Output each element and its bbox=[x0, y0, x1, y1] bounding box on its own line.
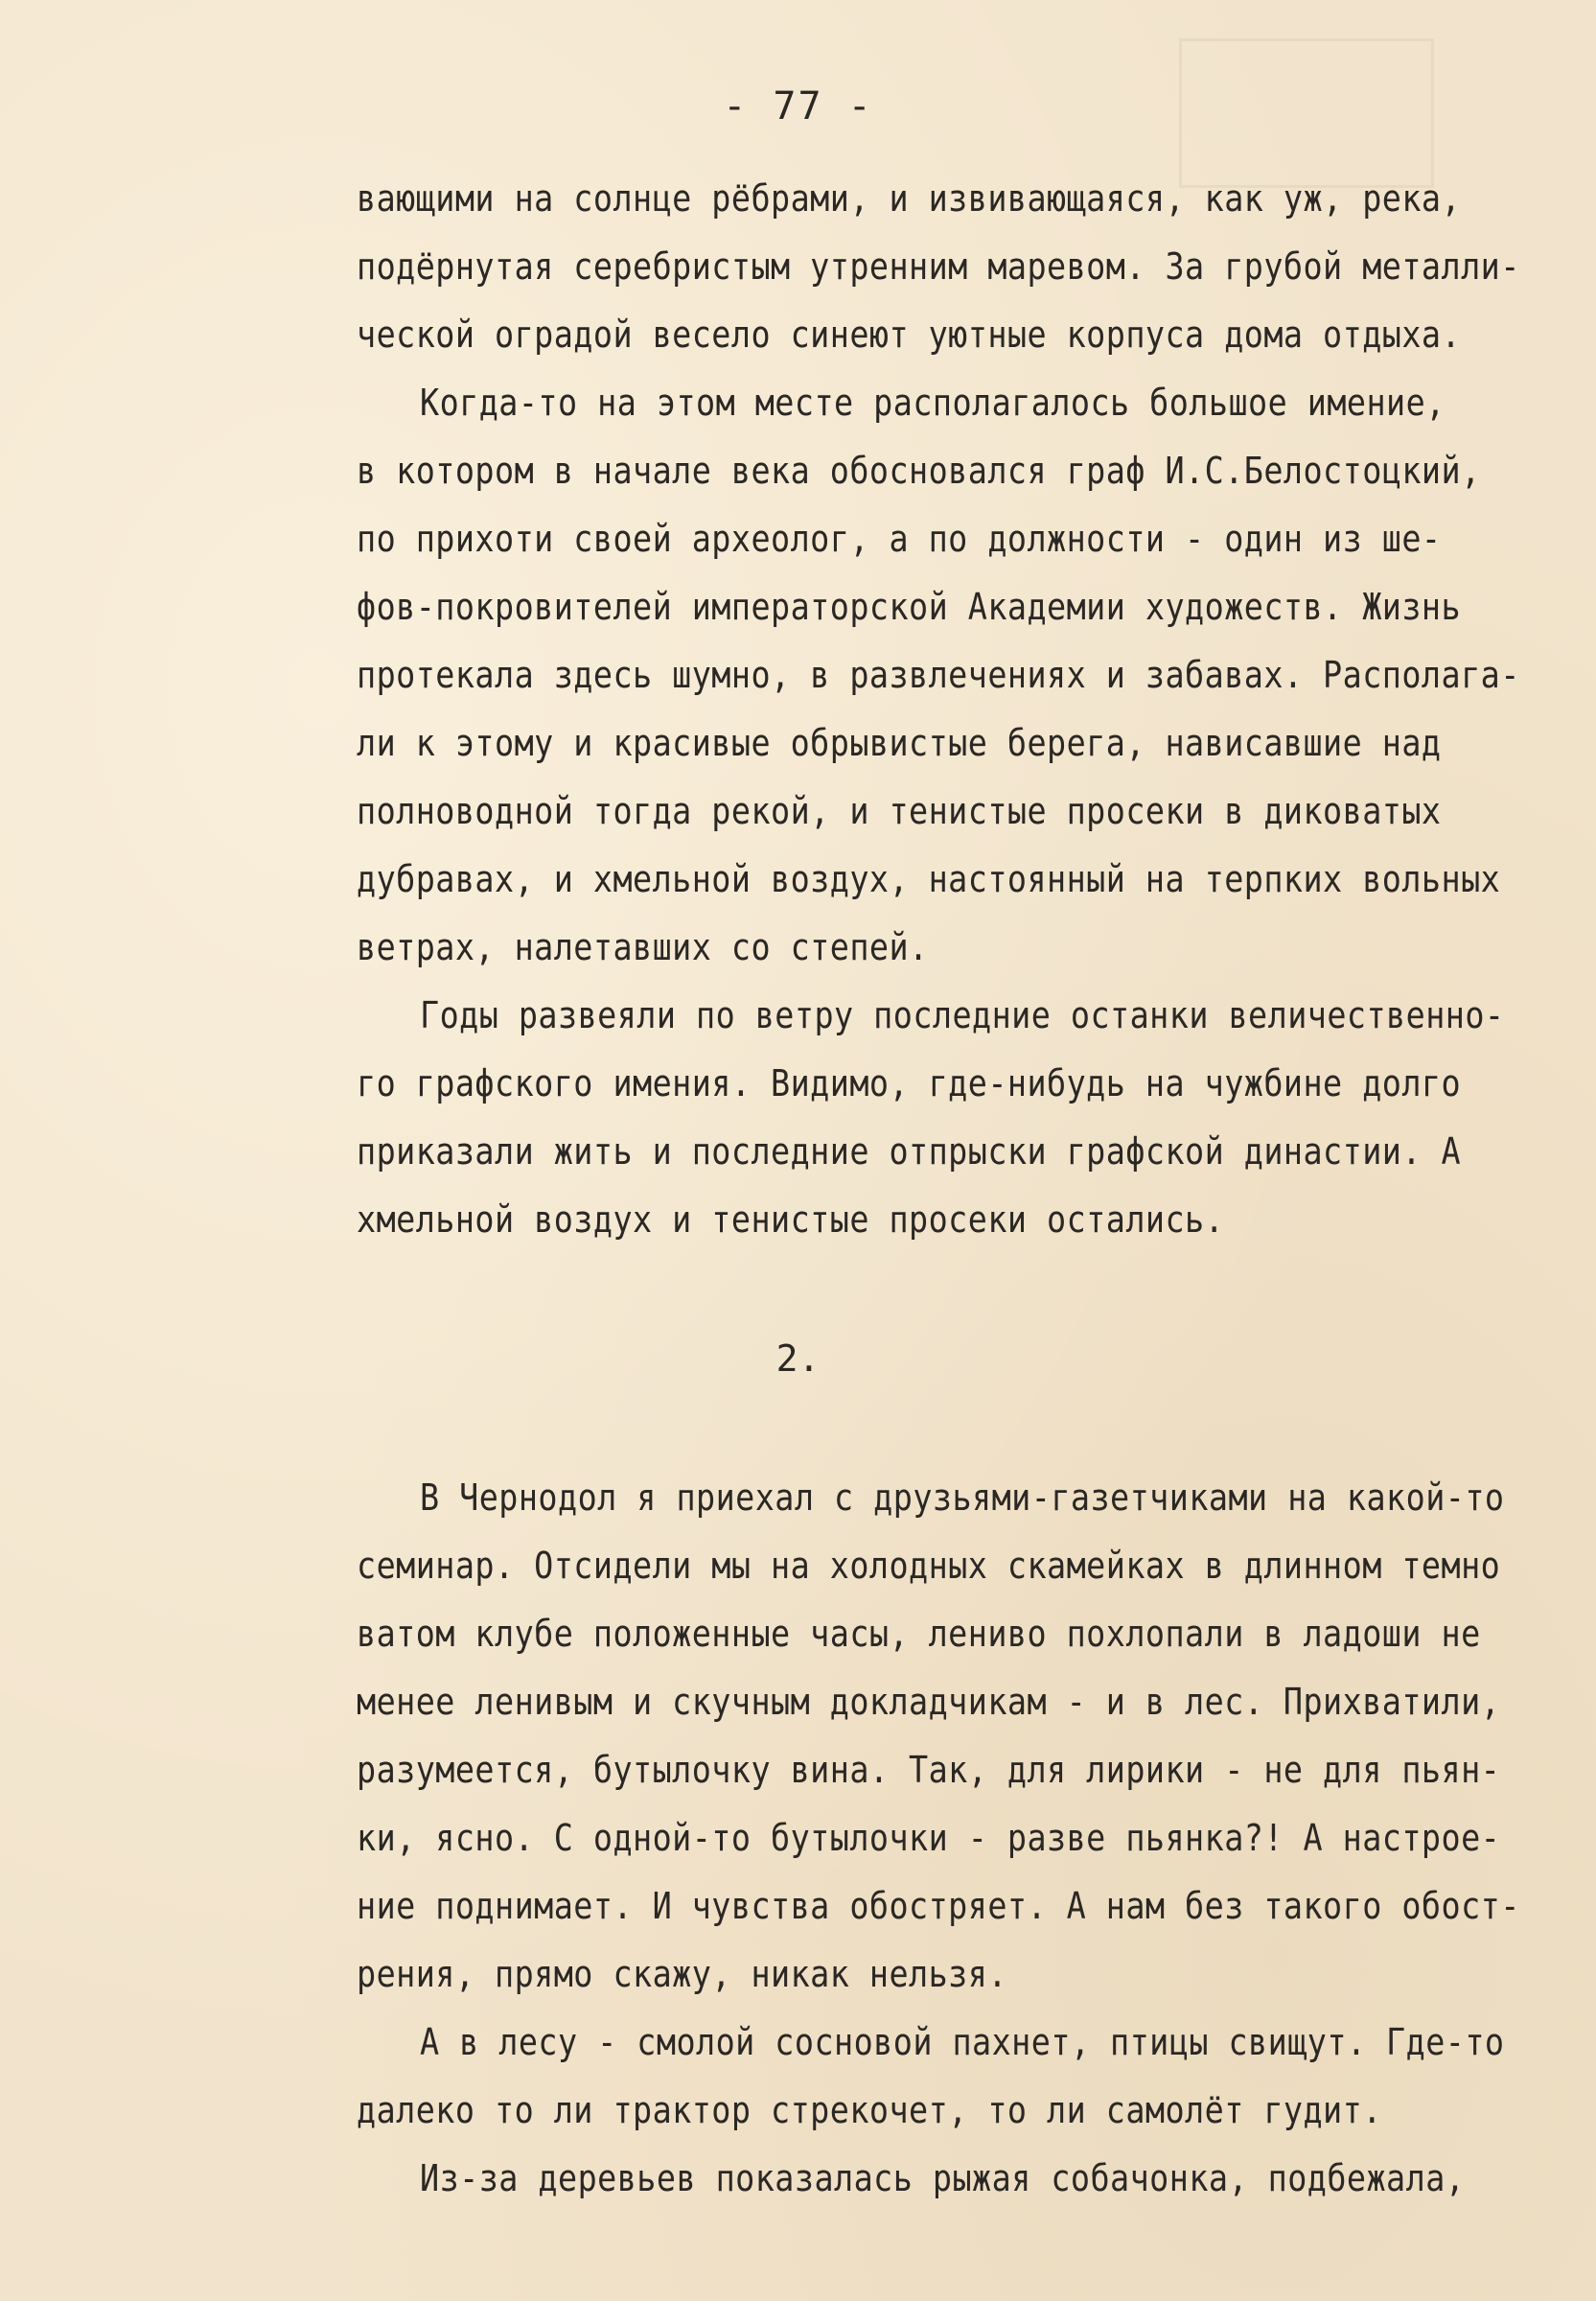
text-line: ватом клубе положенные часы, лениво похлопали в ладоши не bbox=[357, 1613, 1481, 1655]
text-line: В Чернодол я приехал с друзьями-газетчиками на какой-то bbox=[420, 1476, 1505, 1519]
text-line: менее ленивым и скучным докладчикам - и в лес. Прихватили, bbox=[357, 1681, 1501, 1723]
text-line: Из-за деревьев показалась рыжая собачонка, подбежала, bbox=[420, 2157, 1466, 2199]
text-line: ние поднимает. И чувства обостряет. А нам без такого обост- bbox=[357, 1885, 1520, 1927]
text-line: Годы развеяли по ветру последние останки величественно- bbox=[420, 994, 1505, 1036]
text-line: по прихоти своей археолог, а по должности - один из ше- bbox=[357, 518, 1442, 560]
text-line: разумеется, бутылочку вина. Так, для лирики - не для пьян- bbox=[357, 1749, 1501, 1791]
page-number: - 77 - bbox=[723, 84, 873, 128]
text-line: ли к этому и красивые обрывистые берега, нависавшие над bbox=[357, 722, 1442, 764]
text-line: ветрах, налетавших со степей. bbox=[357, 926, 929, 968]
text-line: ческой оградой весело синеют уютные корпуса дома отдыха. bbox=[357, 314, 1462, 356]
text-line: А в лесу - смолой сосновой пахнет, птицы свищут. Где-то bbox=[420, 2021, 1505, 2063]
text-line: семинар. Отсидели мы на холодных скамейках в длинном темно bbox=[357, 1545, 1501, 1587]
text-line: хмельной воздух и тенистые просеки остались. bbox=[357, 1198, 1225, 1241]
text-line: далеко то ли трактор стрекочет, то ли самолёт гудит. bbox=[357, 2089, 1382, 2131]
text-line: фов-покровителей императорской Академии художеств. Жизнь bbox=[357, 586, 1462, 628]
text-line: протекала здесь шумно, в развлечениях и забавах. Располага- bbox=[357, 654, 1520, 696]
text-line: приказали жить и последние отпрыски графской династии. А bbox=[357, 1130, 1462, 1173]
text-line: полноводной тогда рекой, и тенистые просеки в диковатых bbox=[357, 790, 1442, 832]
text-line: дубравах, и хмельной воздух, настоянный на терпких вольных bbox=[357, 858, 1501, 900]
text-line: го графского имения. Видимо, где-нибудь на чужбине долго bbox=[357, 1062, 1462, 1104]
text-line: вающими на солнце рёбрами, и извивающаяся, как уж, река, bbox=[357, 177, 1462, 220]
text-line: ки, ясно. С одной-то бутылочки - разве пьянка?! А настрое- bbox=[357, 1817, 1501, 1859]
text-line: подёрнутая серебристым утренним маревом. За грубой металли- bbox=[357, 245, 1520, 288]
text-line: в котором в начале века обосновался граф И.С.Белостоцкий, bbox=[357, 450, 1481, 492]
section-number: 2. bbox=[775, 1337, 821, 1380]
text-line: Когда-то на этом месте располагалось большое имение, bbox=[420, 382, 1446, 424]
text-line: рения, прямо скажу, никак нельзя. bbox=[357, 1953, 1007, 1995]
